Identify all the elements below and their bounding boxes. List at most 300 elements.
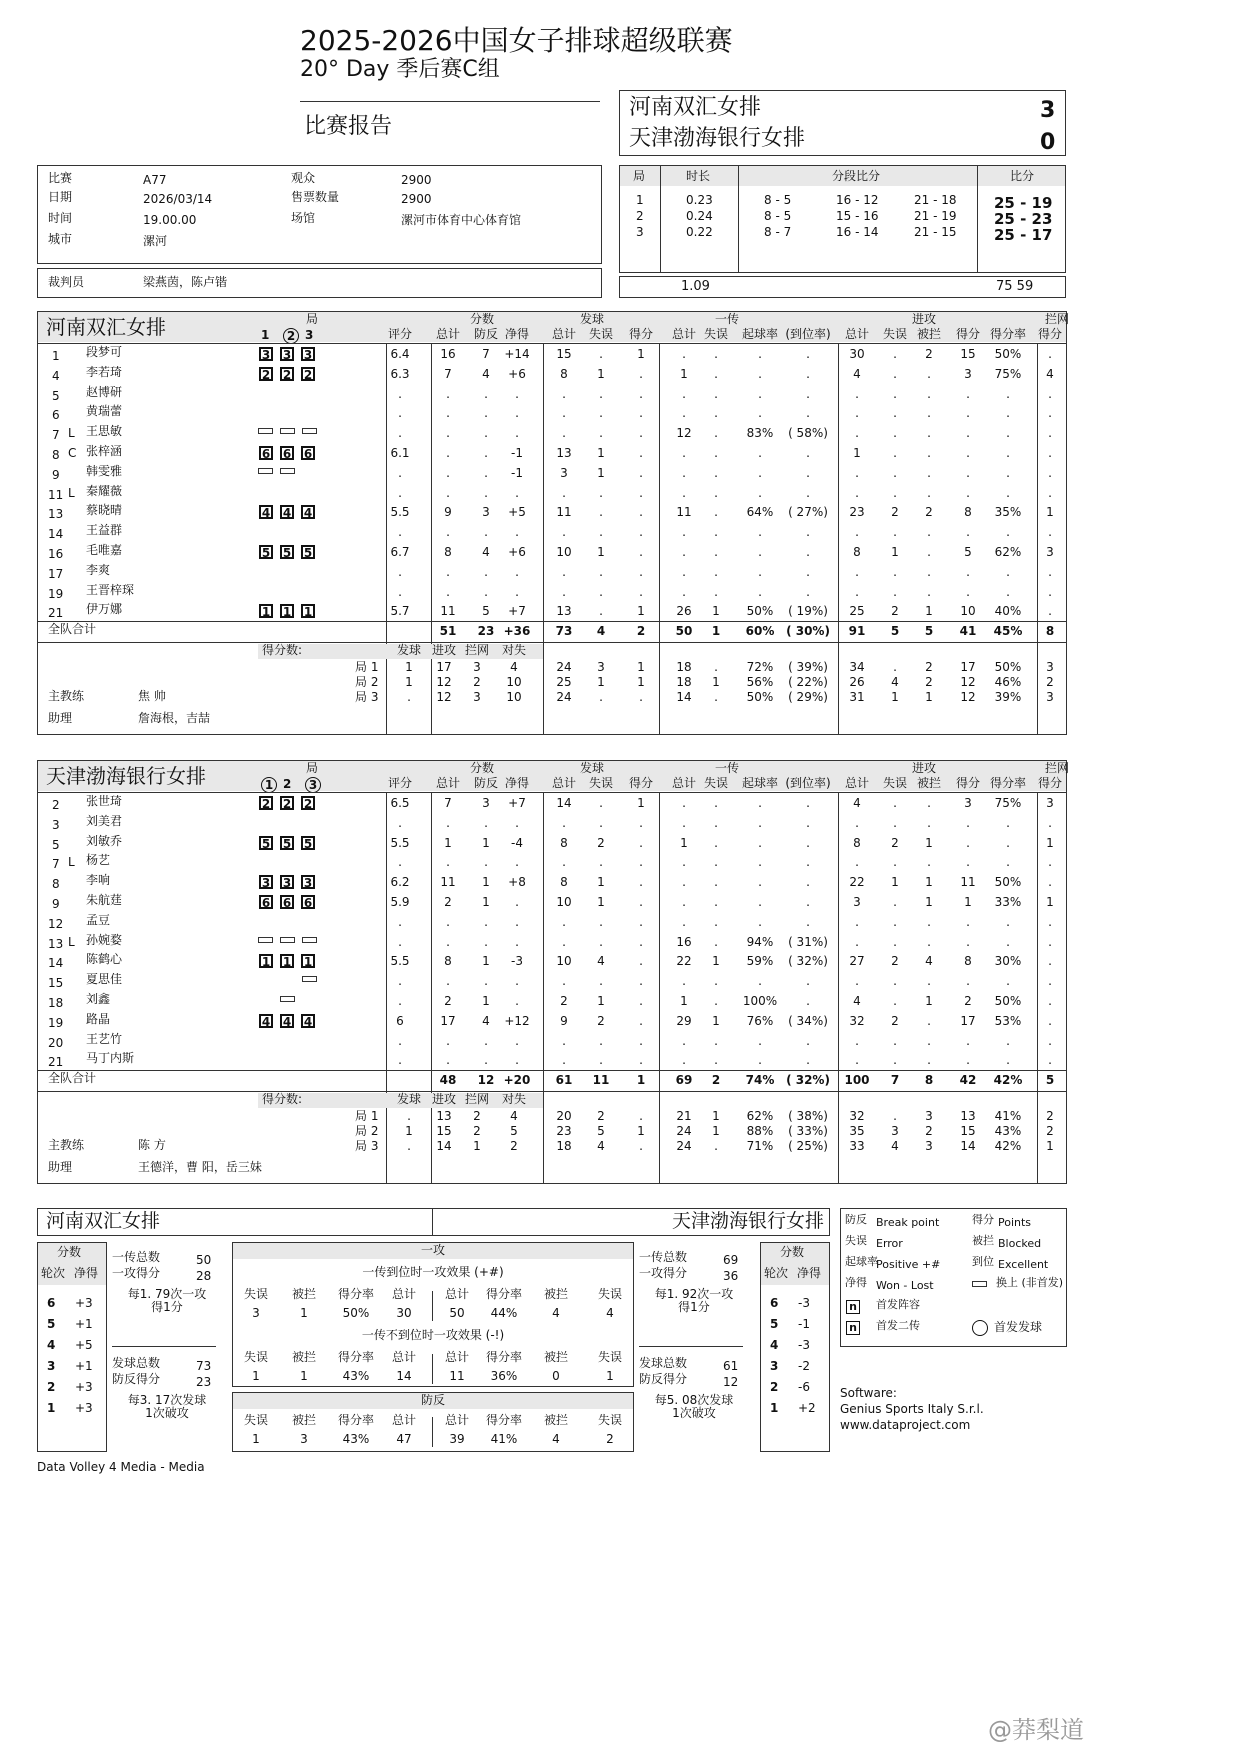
legend-definition: Points	[998, 1216, 1032, 1229]
rotation-number: 4	[47, 1338, 56, 1352]
points-column: 对失	[501, 1092, 526, 1107]
stat-cell: .	[758, 485, 762, 500]
points-column: 进攻	[431, 1092, 456, 1107]
total-points: 75 59	[996, 279, 1034, 294]
set-partial-16: 16 - 12	[836, 193, 879, 207]
column-header: 得分	[628, 776, 653, 790]
stat-cell: .	[855, 485, 859, 500]
points-label: 得分数:	[262, 643, 303, 658]
stat-note: 得1分	[678, 1300, 710, 1314]
column-header: 得分	[955, 776, 980, 790]
attack-col-header: 得分率	[485, 1350, 522, 1364]
stat-cell: .	[806, 875, 810, 890]
set-points-cell: 2	[473, 675, 481, 690]
set-points-cell: 3	[473, 690, 481, 705]
set-stat-cell: 4	[891, 675, 899, 690]
player-number: 2	[52, 798, 60, 812]
stat-cell: .	[682, 914, 686, 929]
stat-cell: .	[806, 1053, 810, 1068]
set-partial-21: 21 - 15	[914, 225, 957, 239]
set-stat-cell: 3	[1046, 660, 1054, 675]
attack-cell: 14	[396, 1369, 412, 1383]
set-points-cell: 10	[506, 690, 522, 705]
rotation-value: +3	[75, 1296, 93, 1310]
stat-cell: .	[682, 485, 686, 500]
stat-cell: 8	[853, 835, 861, 850]
stat-cell: .	[893, 525, 897, 540]
stat-cell: 1	[925, 604, 933, 619]
coach-label: 主教练	[48, 1138, 85, 1153]
stat-cell: .	[682, 525, 686, 540]
column-group-header: 局	[306, 761, 319, 775]
stat-cell: .	[398, 406, 402, 421]
stat-label: 一传总数	[639, 1250, 688, 1264]
team-total-cell: ( 32%)	[786, 1073, 830, 1088]
stat-cell: .	[927, 465, 931, 480]
stat-divider	[112, 1346, 216, 1347]
attack-cell: 50	[449, 1306, 465, 1320]
stat-cell: 16	[676, 934, 692, 949]
stat-cell: .	[758, 584, 762, 599]
stat-cell: .	[639, 895, 643, 909]
stat-cell: 1	[637, 604, 645, 619]
attack-cell: 4	[552, 1432, 560, 1446]
stat-cell: 6.5	[390, 796, 410, 810]
set-stat-cell: 18	[556, 1139, 572, 1154]
starting-position: 2	[301, 796, 315, 810]
player-number: 19	[48, 586, 64, 601]
sets-header-set: 局	[633, 169, 646, 183]
stat-cell: 2	[597, 835, 605, 850]
team-total-cell: 8	[1045, 624, 1055, 639]
stat-cell: .	[806, 584, 810, 599]
set-stat-cell: .	[639, 1139, 643, 1154]
stat-cell: .	[639, 584, 643, 599]
player-name: 张梓涵	[86, 444, 123, 458]
stat-note: 1次破攻	[145, 1406, 189, 1420]
stat-cell: 83%	[746, 426, 774, 441]
rotation-value: -3	[798, 1338, 810, 1352]
starting-position: 3	[259, 875, 273, 889]
set-stat-cell: 41%	[994, 1109, 1022, 1124]
starting-position: 6	[259, 446, 273, 460]
stat-cell: .	[714, 994, 718, 1008]
stat-cell: .	[893, 386, 897, 401]
stat-label: 一攻得分	[112, 1266, 161, 1280]
starting-lineup-icon: n	[846, 1300, 860, 1314]
stat-value: 50	[196, 1253, 212, 1267]
starting-position: 1	[280, 954, 294, 968]
set-stat-cell: ( 29%)	[788, 690, 828, 705]
set-score: 25 - 23	[994, 210, 1053, 228]
set-stat-cell: .	[893, 1109, 897, 1124]
stat-cell: .	[806, 895, 810, 909]
first-server-icon	[972, 1320, 988, 1336]
starting-position: 4	[259, 505, 273, 519]
player-number: 14	[48, 527, 64, 542]
stat-cell: .	[758, 366, 762, 381]
player-name: 路晶	[86, 1011, 111, 1026]
set-row-label: 局 1	[355, 1109, 379, 1124]
row-separator	[37, 792, 1067, 793]
team-total-cell: 23	[477, 624, 495, 639]
stat-cell: .	[966, 525, 970, 540]
stat-note: 每1. 79次一攻	[127, 1287, 207, 1301]
row-separator	[37, 1070, 1067, 1071]
set-stat-cell: 33	[849, 1139, 865, 1154]
substitution-marker	[302, 428, 317, 434]
set-number: 3	[636, 225, 644, 239]
stat-cell: .	[714, 815, 718, 830]
stat-note: 每1. 92次一攻	[654, 1287, 734, 1301]
stat-cell: .	[893, 366, 897, 381]
stat-cell: +6	[508, 545, 526, 559]
stat-cell: .	[1006, 485, 1010, 500]
stat-cell: .	[599, 604, 603, 619]
attack-cell: 1	[300, 1369, 308, 1383]
stat-cell: .	[599, 1053, 603, 1068]
stat-cell: 1	[597, 994, 605, 1008]
stat-cell: 75%	[994, 366, 1022, 381]
stat-cell: .	[806, 545, 810, 559]
stat-cell: 1	[482, 895, 490, 909]
stat-cell: .	[966, 974, 970, 989]
stat-cell: .	[855, 934, 859, 949]
player-number: 11	[48, 487, 64, 502]
stat-cell: 3	[482, 505, 490, 520]
player-name: 李爽	[86, 562, 111, 577]
set-stat-cell: 2	[925, 660, 933, 675]
set-stat-cell: 3	[925, 1139, 933, 1154]
team-total-cell: 1	[711, 624, 721, 639]
assistant-label: 助理	[48, 1160, 73, 1175]
set-points-cell: 10	[506, 675, 522, 690]
stat-cell: .	[966, 406, 970, 421]
attack-col-header: 得分率	[485, 1287, 522, 1301]
team-total-cell: 8	[924, 1073, 934, 1088]
substitution-marker	[280, 468, 295, 474]
starting-position: 4	[301, 505, 315, 519]
legend-definition: Positive +#	[876, 1258, 941, 1271]
stat-label: 一传总数	[112, 1250, 161, 1264]
stat-cell: .	[1048, 564, 1052, 579]
stat-cell: .	[639, 815, 643, 830]
stat-cell: .	[639, 564, 643, 579]
stat-cell: 3	[1046, 796, 1054, 810]
stat-cell: .	[1048, 525, 1052, 540]
attack-col-header: 失误	[243, 1413, 268, 1427]
stat-cell: .	[966, 386, 970, 401]
stat-cell: -1	[511, 465, 523, 480]
stat-cell: .	[758, 895, 762, 909]
stat-cell: .	[446, 406, 450, 421]
substitution-marker	[302, 976, 317, 982]
legend-term: 首发阵容	[876, 1298, 920, 1311]
stat-cell: .	[1006, 406, 1010, 421]
stat-cell: .	[1048, 386, 1052, 401]
referee-box	[37, 268, 602, 298]
info-value: 漯河市体育中心体育馆	[401, 213, 522, 227]
stat-cell: 6.2	[390, 875, 410, 890]
sets-header-duration: 时长	[686, 169, 711, 183]
substitution-marker	[280, 996, 295, 1002]
stat-cell: 1	[925, 875, 933, 890]
stat-cell: 8	[964, 505, 972, 520]
set-partial-8: 8 - 5	[764, 193, 792, 207]
stat-cell: .	[515, 386, 519, 401]
stat-cell: 1	[1046, 895, 1054, 909]
set-stat-cell: 1	[712, 675, 720, 690]
stat-cell: 1	[680, 994, 688, 1008]
stat-cell: 15	[556, 347, 572, 361]
stat-cell: 5.9	[390, 895, 410, 909]
sets-header-score: 比分	[1010, 169, 1035, 183]
set-points-cell: 1	[473, 1139, 481, 1154]
stat-cell: .	[758, 974, 762, 989]
player-name: 王艺竹	[86, 1031, 123, 1046]
header-set-number: 1	[261, 777, 277, 793]
stat-cell: .	[484, 934, 488, 949]
stat-cell: 3	[964, 796, 972, 810]
coach-name: 陈 方	[138, 1138, 166, 1153]
set-stat-cell: 1	[712, 1124, 720, 1139]
stat-divider	[639, 1346, 743, 1347]
stat-cell: .	[1006, 914, 1010, 929]
starting-position: 1	[259, 954, 273, 968]
column-group-header: 分数	[470, 761, 495, 775]
stat-cell: .	[927, 564, 931, 579]
stat-cell: .	[855, 855, 859, 870]
team-total-cell: 60%	[745, 624, 775, 639]
team-total-cell: 11	[592, 1073, 610, 1088]
player-name: 王思敏	[86, 424, 123, 439]
starting-position: 1	[301, 604, 315, 618]
rotation-value: -3	[798, 1296, 810, 1310]
attack-col-header: 总计	[444, 1350, 469, 1364]
stat-cell: .	[639, 974, 643, 989]
stat-cell: 9	[560, 1013, 568, 1028]
stat-cell: .	[446, 465, 450, 480]
column-header: 总计	[435, 327, 460, 341]
stat-cell: 59%	[746, 954, 774, 969]
stat-cell: .	[639, 1053, 643, 1068]
set-points-cell: 5	[510, 1124, 518, 1139]
stat-cell: .	[893, 465, 897, 480]
stat-cell: .	[927, 545, 931, 559]
set-stat-cell: 1	[637, 660, 645, 675]
stat-cell: ( 32%)	[788, 954, 828, 969]
stat-cell: .	[1048, 465, 1052, 480]
column-header: 得分率	[989, 776, 1026, 790]
starting-position: 5	[280, 836, 294, 850]
attack-col-header: 失误	[243, 1287, 268, 1301]
stat-cell: 50%	[746, 604, 774, 619]
rotation-number: 5	[770, 1317, 779, 1331]
column-header: 起球率	[741, 776, 778, 790]
stat-cell: .	[893, 347, 897, 361]
set-points-cell: 14	[436, 1139, 452, 1154]
attack-col-header: 总计	[444, 1287, 469, 1301]
stat-cell: .	[893, 974, 897, 989]
rotation-number: 4	[770, 1338, 779, 1352]
player-number: 14	[48, 956, 64, 971]
set-stat-cell: 2	[1046, 675, 1054, 690]
rotation-value: +3	[75, 1380, 93, 1394]
stat-cell: .	[446, 584, 450, 599]
starting-position: 2	[259, 367, 273, 381]
column-group-header: 进攻	[912, 312, 937, 326]
attack-cell: 43%	[342, 1369, 370, 1383]
legend-term: 防反	[845, 1213, 867, 1226]
stat-cell: .	[639, 406, 643, 421]
team-total-label: 全队合计	[48, 1071, 97, 1086]
column-header: 净得	[504, 327, 529, 341]
starting-position: 1	[259, 604, 273, 618]
stat-cell: 2	[925, 505, 933, 520]
player-number: 17	[48, 566, 64, 581]
stat-cell: 2	[891, 954, 899, 969]
player-name: 段梦可	[86, 345, 123, 359]
stat-cell: .	[446, 934, 450, 949]
set-score: 25 - 17	[994, 226, 1053, 244]
stat-cell: .	[639, 366, 643, 381]
starting-position: 1	[280, 604, 294, 618]
stat-cell: .	[398, 426, 402, 441]
set-stat-cell: 2	[1046, 1124, 1054, 1139]
set-stat-cell: 1	[891, 690, 899, 705]
stat-cell: +6	[508, 366, 526, 381]
starting-position: 4	[259, 1014, 273, 1028]
set-stat-cell: .	[893, 660, 897, 675]
stat-cell: .	[1048, 815, 1052, 830]
attack-col-header: 失误	[597, 1413, 622, 1427]
first-attack-sub: 一传到位时一攻效果 (+#)	[362, 1265, 504, 1279]
player-role-tag: L	[68, 426, 75, 441]
stat-cell: .	[806, 465, 810, 480]
column-header: 总计	[844, 327, 869, 341]
attack-center-divider	[432, 1417, 433, 1447]
team-total-cell: 51	[439, 624, 457, 639]
attack-col-header: 被拦	[543, 1350, 568, 1364]
stat-cell: .	[758, 1033, 762, 1048]
stat-cell: .	[1006, 815, 1010, 830]
stat-cell: .	[758, 855, 762, 870]
set-points-cell: 12	[436, 690, 452, 705]
stat-cell: 17	[440, 1013, 456, 1028]
software-company: Genius Sports Italy S.r.l.	[840, 1402, 984, 1416]
stat-cell: .	[682, 465, 686, 480]
stat-cell: ( 19%)	[788, 604, 828, 619]
stat-cell: .	[855, 525, 859, 540]
set-points-cell: 4	[510, 1109, 518, 1124]
stat-cell: .	[639, 505, 643, 520]
stat-cell: .	[893, 796, 897, 810]
report-label: 比赛报告	[304, 114, 393, 139]
stat-cell: .	[1048, 875, 1052, 890]
set-points-cell: 17	[436, 660, 452, 675]
stat-cell: 5.7	[390, 604, 410, 619]
stat-cell: 8	[560, 875, 568, 890]
coach-label: 主教练	[48, 689, 85, 704]
info-value: A77	[143, 173, 167, 187]
stat-cell: .	[714, 1033, 718, 1048]
set-stat-cell: 50%	[994, 660, 1022, 675]
stat-cell: .	[562, 426, 566, 441]
stat-cell: 1	[597, 446, 605, 460]
info-label: 时间	[48, 211, 73, 225]
stat-cell: 7	[444, 796, 452, 810]
set-number: 2	[636, 209, 644, 223]
stat-cell: 76%	[746, 1013, 774, 1028]
stat-cell: .	[562, 914, 566, 929]
stat-cell: 100%	[742, 994, 778, 1008]
column-group-header: 拦网	[1045, 312, 1070, 326]
stat-cell: 1	[712, 954, 720, 969]
set-points-cell: 12	[436, 675, 452, 690]
set-stat-cell: 32	[849, 1109, 865, 1124]
rotation-title: 分数	[57, 1245, 82, 1259]
stat-cell: 27	[849, 954, 865, 969]
stat-cell: .	[1048, 604, 1052, 619]
stat-cell: .	[484, 386, 488, 401]
rotation-number: 2	[770, 1380, 779, 1394]
stat-cell: .	[893, 426, 897, 441]
stat-cell: .	[714, 914, 718, 929]
stat-cell: .	[446, 855, 450, 870]
rotation-value: +1	[75, 1317, 93, 1331]
stat-cell: .	[446, 974, 450, 989]
stat-label: 一攻得分	[639, 1266, 688, 1280]
stat-cell: .	[639, 386, 643, 401]
attack-cell: 41%	[490, 1432, 518, 1446]
player-number: 4	[52, 368, 60, 383]
column-group-header: 分数	[470, 312, 495, 326]
stat-cell: 4	[853, 796, 861, 810]
stat-cell: .	[806, 366, 810, 381]
legend-term: 首发发球	[994, 1320, 1043, 1334]
stat-cell: 13	[556, 604, 572, 619]
stat-cell: .	[966, 1033, 970, 1048]
legend-definition: Error	[876, 1237, 903, 1250]
stat-cell: .	[714, 505, 718, 520]
starting-position: 5	[259, 836, 273, 850]
stat-cell: .	[398, 994, 402, 1008]
bottom-team-b-name: 天津渤海银行女排	[672, 1210, 825, 1232]
set-stat-cell: 13	[960, 1109, 976, 1124]
stat-cell: .	[599, 386, 603, 401]
column-group-header: 一传	[715, 761, 740, 775]
team-total-cell: 5	[924, 624, 934, 639]
starting-position: 2	[259, 796, 273, 810]
stat-cell: .	[1048, 347, 1052, 361]
stat-cell: .	[682, 1033, 686, 1048]
stat-cell: .	[682, 796, 686, 810]
bottom-team-a-name: 河南双汇女排	[46, 1210, 161, 1232]
stat-cell: .	[714, 366, 718, 381]
set-stat-cell: 56%	[746, 675, 774, 690]
stat-cell: 11	[960, 875, 976, 890]
attack-cell: 50%	[342, 1306, 370, 1320]
attack-cell: 1	[252, 1369, 260, 1383]
set-partial-21: 21 - 18	[914, 193, 957, 207]
set-stat-cell: 72%	[746, 660, 774, 675]
stat-cell: .	[562, 584, 566, 599]
stat-cell: .	[599, 426, 603, 441]
stat-cell: .	[1006, 564, 1010, 579]
column-header: 被拦	[916, 327, 941, 341]
stat-cell: .	[758, 465, 762, 480]
team-total-cell: 73	[555, 624, 573, 639]
